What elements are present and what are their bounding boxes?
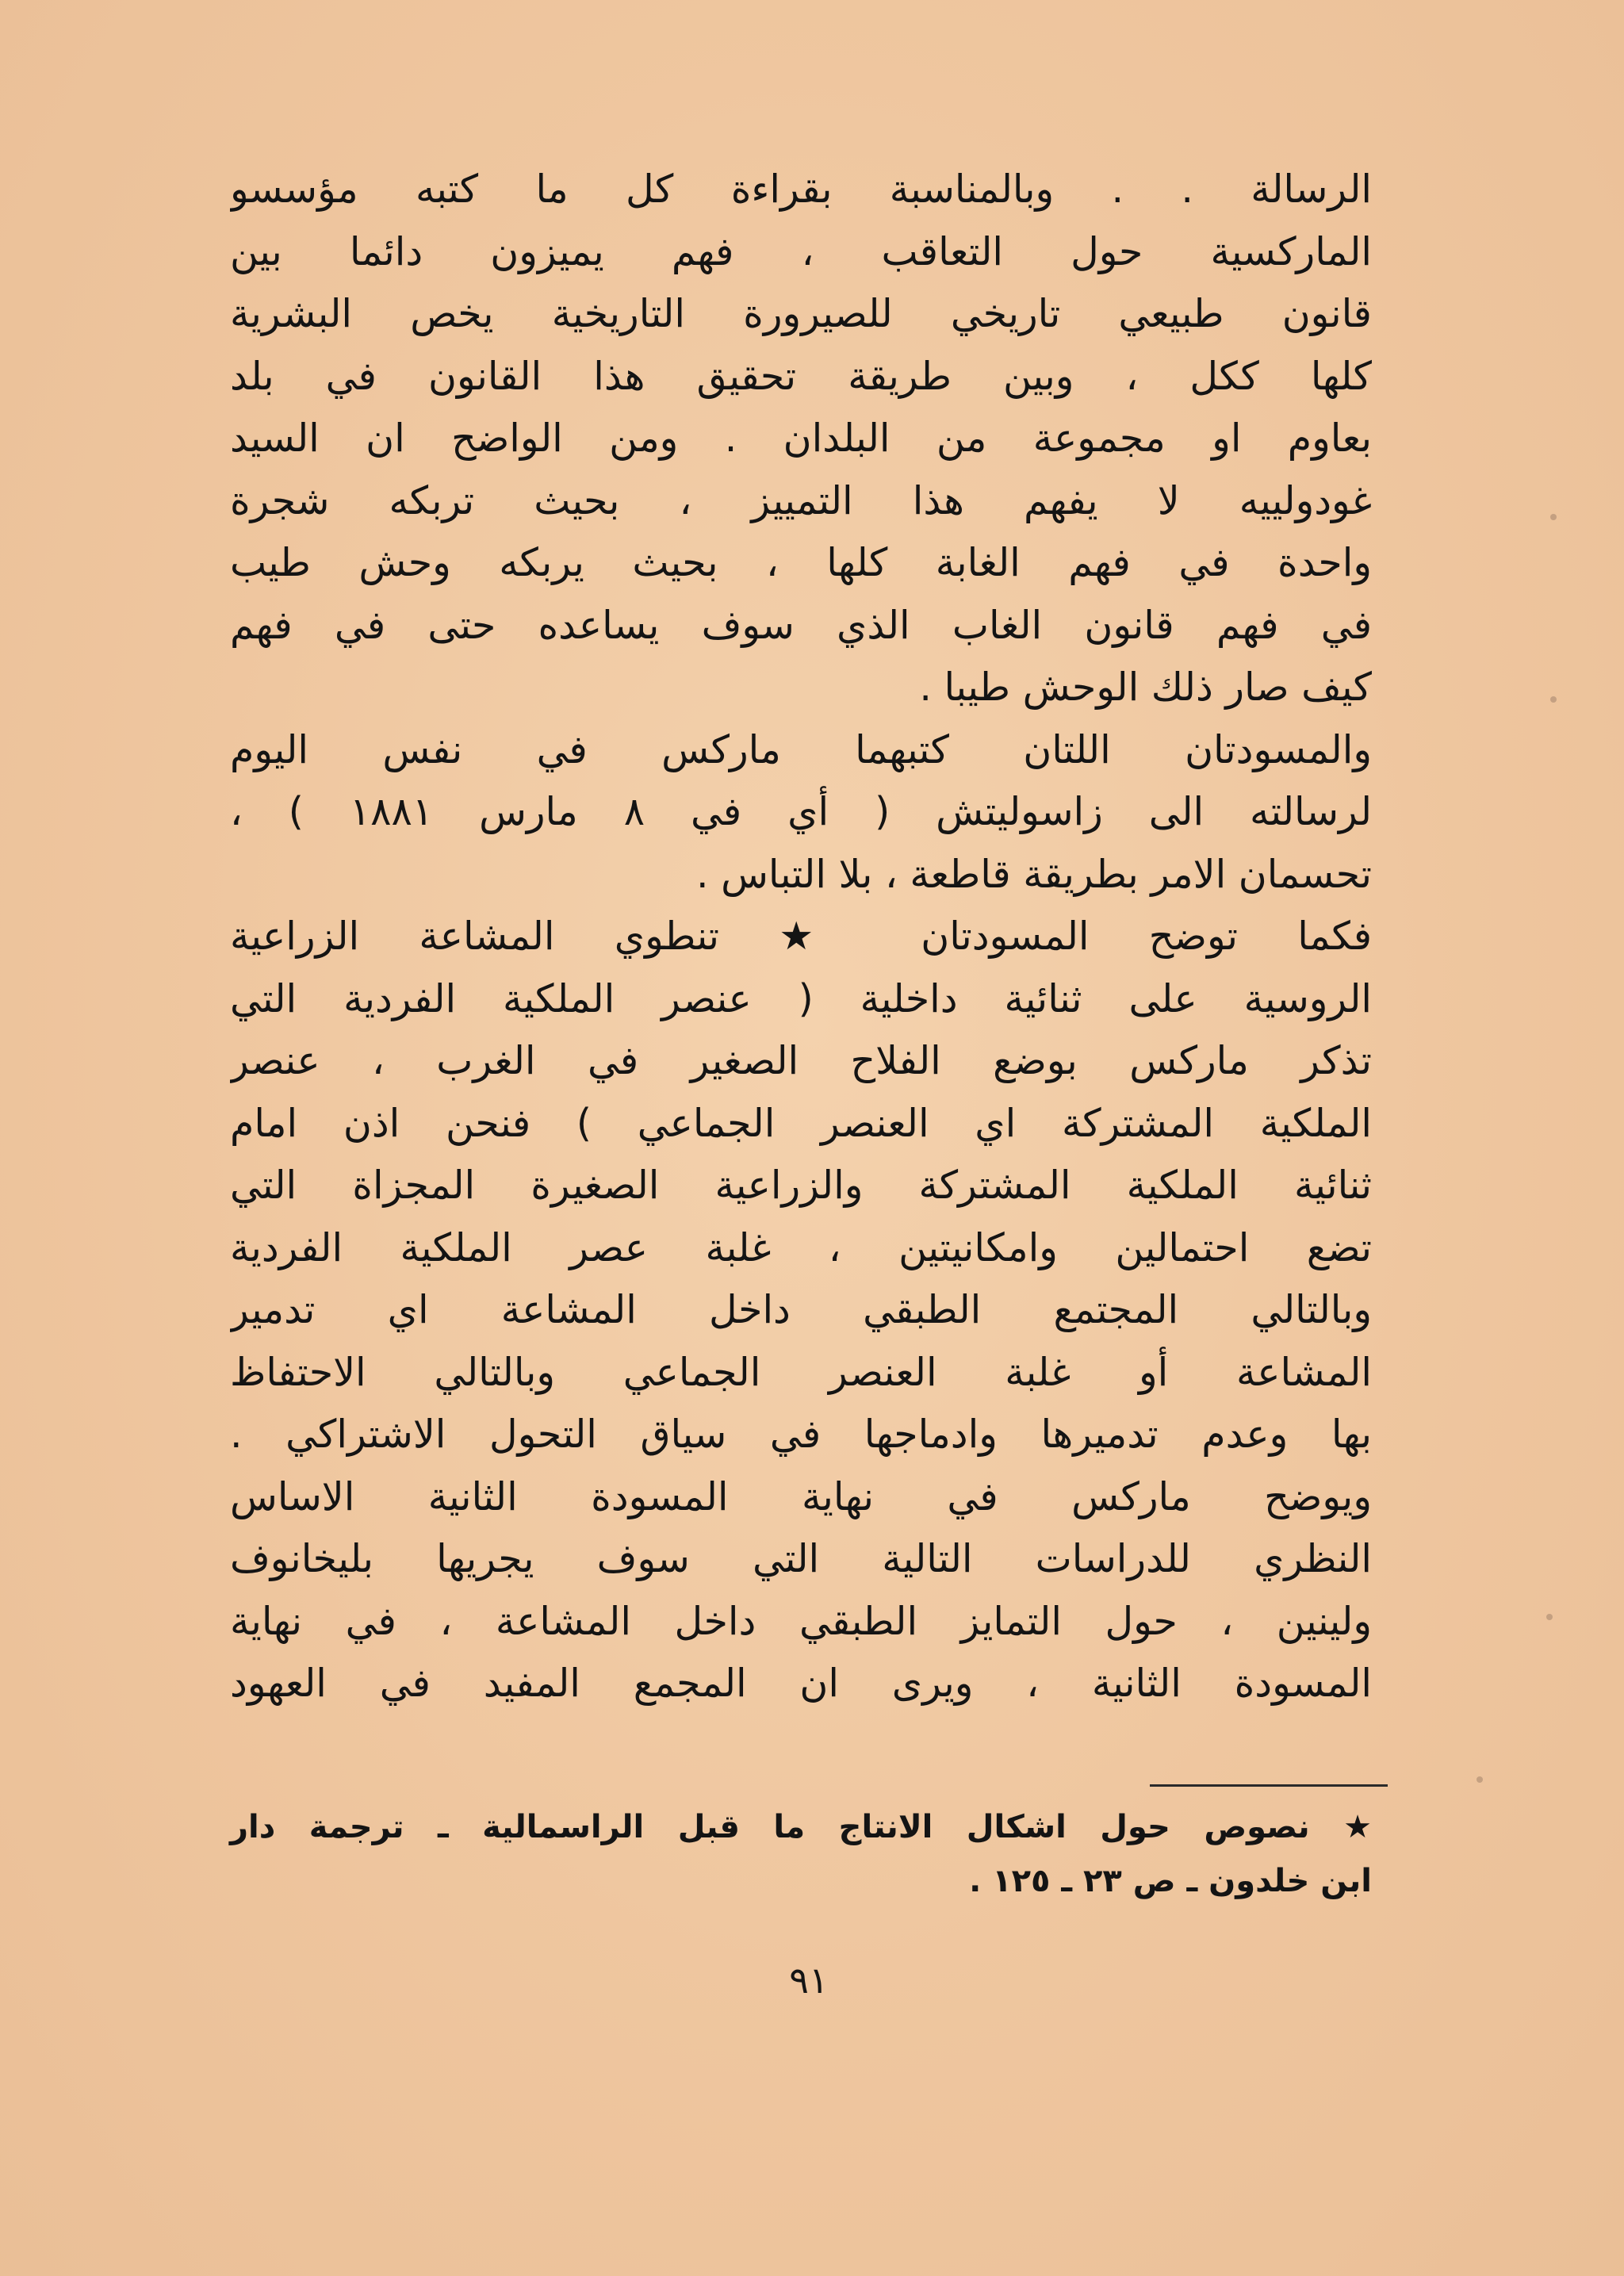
paper-speck — [1477, 1776, 1483, 1783]
text-line: الملكية المشتركة اي العنصر الجماعي ) فنحن اذن امام — [230, 1100, 1372, 1146]
footnote-divider — [1150, 1784, 1388, 1787]
text-line: لرسالته الى زاسوليتش ( أي في ٨ مارس ١٨٨١ ) ، — [230, 789, 1372, 834]
text-line: الرسالة . . وبالمناسبة بقراءة كل ما كتبه مؤسسو — [230, 167, 1372, 212]
text-line: بها وعدم تدميرها وادماجها في سياق التحول الاشتراكي . — [230, 1412, 1372, 1457]
text-line: كلها ككل ، وبين طريقة تحقيق هذا القانون في بلد — [230, 353, 1372, 399]
text-line: والمسودتان اللتان كتبهما ماركس في نفس اليوم — [230, 726, 1372, 772]
page-number: ٩١ — [789, 1959, 829, 2002]
text-line: ثنائية الملكية المشتركة والزراعية الصغيرة المجزاة التي — [230, 1163, 1372, 1208]
text-line: كيف صار ذلك الوحش طيبا . — [919, 665, 1372, 710]
text-line: تحسمان الامر بطريقة قاطعة ، بلا التباس . — [695, 851, 1372, 897]
footnote-line: ★ نصوص حول اشكال الانتاج ما قبل الراسمالية ـ ترجمة دار — [230, 1809, 1372, 1845]
text-line: واحدة في فهم الغابة كلها ، بحيث يربكه وحش طيب — [230, 540, 1372, 585]
text-line: قانون طبيعي تاريخي للصيرورة التاريخية يخص البشرية — [230, 291, 1372, 336]
footnote — [230, 1800, 1372, 1908]
text-line: المسودة الثانية ، ويرى ان المجمع المفيد في العهود — [230, 1661, 1372, 1706]
footnote-line: ابن خلدون ـ ص ٢٣ ـ ١٢٥ . — [969, 1863, 1372, 1899]
text-line: المشاعة أو غلبة العنصر الجماعي وبالتالي الاحتفاظ — [230, 1349, 1372, 1395]
text-line: تضع احتمالين وامكانيتين ، غلبة عصر الملكية الفردية — [230, 1224, 1372, 1270]
text-line: ويوضح ماركس في نهاية المسودة الثانية الاساس — [230, 1473, 1372, 1519]
text-line: الروسية على ثنائية داخلية ( عنصر الملكية الفردية التي — [230, 975, 1372, 1021]
text-line: في فهم قانون الغاب الذي سوف يساعده حتى في فهم — [230, 602, 1372, 648]
paper-speck — [1550, 514, 1557, 520]
text-line: فكما توضح المسودتان ★ تنطوي المشاعة الزراعية — [230, 914, 1372, 959]
text-line: تذكر ماركس بوضع الفلاح الصغير في الغرب ، عنصر — [230, 1038, 1372, 1083]
text-line: غودولييه لا يفهم هذا التمييز ، بحيث تربكه شجرة — [230, 477, 1372, 523]
text-line: بعاوم او مجموعة من البلدان . ومن الواضح ان السيد — [230, 416, 1372, 461]
text-line: الماركسية حول التعاقب ، فهم يميزون دائما بين — [230, 228, 1372, 274]
paper-speck — [1550, 696, 1557, 703]
text-line: النظري للدراسات التالية التي سوف يجريها بليخانوف — [230, 1536, 1372, 1581]
text-line: وبالتالي المجتمع الطبقي داخل المشاعة اي تدمير — [230, 1287, 1372, 1332]
text-line: ولينين ، حول التمايز الطبقي داخل المشاعة ، في نهاية — [230, 1598, 1372, 1644]
body-text — [230, 159, 1372, 1715]
paper-speck — [1546, 1614, 1553, 1620]
